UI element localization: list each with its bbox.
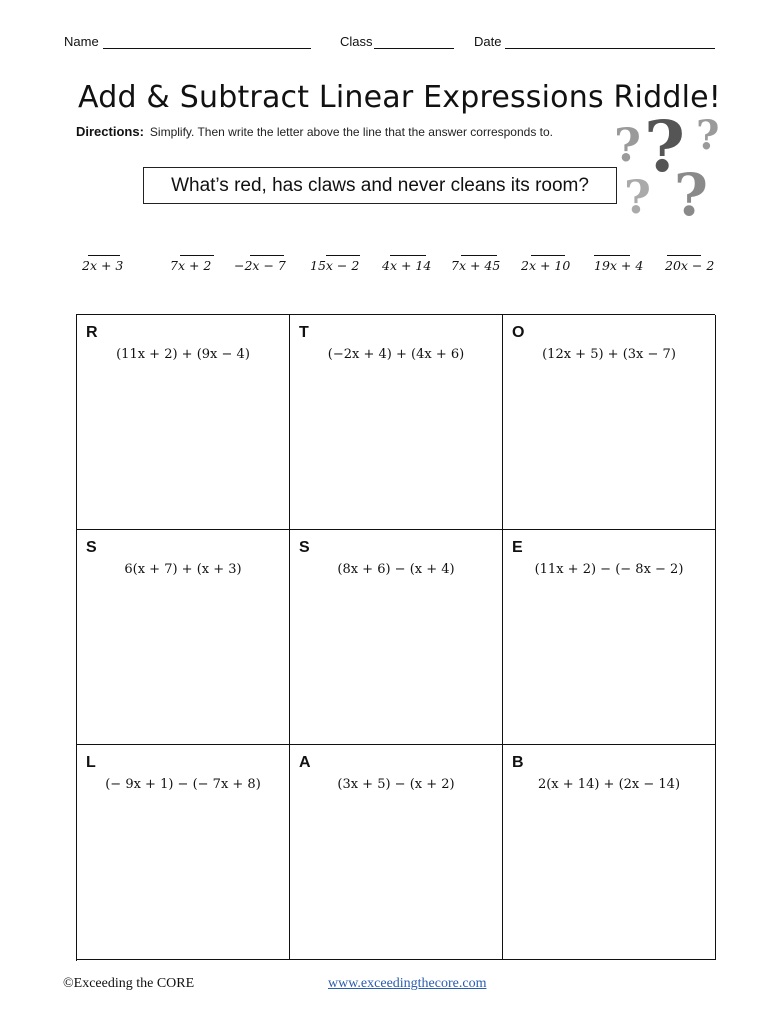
answer-choice[interactable]: 7x + 2 — [170, 258, 211, 273]
cell-letter: L — [86, 754, 96, 771]
problem-cell[interactable] — [290, 745, 503, 960]
directions-text: Simplify. Then write the letter above the line that the answer corresponds to. — [149, 125, 554, 139]
cell-letter: R — [86, 324, 98, 341]
answer-choice[interactable]: 19x + 4 — [594, 258, 643, 273]
problem-grid — [76, 314, 715, 961]
cell-expression: (12x + 5) + (3x − 7) — [542, 347, 676, 362]
cell-expression: (−2x + 4) + (4x + 6) — [327, 347, 465, 362]
answer-choice[interactable]: 15x − 2 — [310, 258, 359, 273]
cell-expression: (3x + 5) − (x + 2) — [337, 777, 455, 792]
problem-cell[interactable] — [77, 530, 290, 745]
footer-website-link[interactable]: www.exceedingthecore.com — [328, 976, 487, 991]
cell-expression: 6(x + 7) + (x + 3) — [124, 562, 242, 577]
answer-choice[interactable]: 4x + 14 — [382, 258, 431, 273]
problem-cell[interactable] — [290, 530, 503, 745]
cell-letter: A — [299, 754, 311, 771]
cell-letter: O — [512, 324, 525, 341]
cell-expression: (11x + 2) − (− 8x − 2) — [534, 562, 684, 577]
class-label: Class — [340, 34, 373, 49]
problem-cell[interactable] — [290, 315, 503, 530]
date-field[interactable] — [474, 34, 715, 49]
directions — [76, 124, 553, 139]
cell-expression: (− 9x + 1) − (− 7x + 8) — [105, 777, 261, 792]
class-field[interactable] — [340, 34, 454, 49]
problem-cell[interactable] — [503, 315, 716, 530]
name-line[interactable] — [103, 35, 311, 49]
date-label: Date — [474, 34, 502, 49]
cell-expression: 2(x + 14) + (2x − 14) — [537, 777, 681, 792]
name-field[interactable] — [64, 34, 311, 49]
cell-letter: T — [299, 324, 309, 341]
answer-choice[interactable]: 2x + 10 — [521, 258, 570, 273]
cell-letter: S — [86, 539, 97, 556]
name-label: Name — [64, 34, 99, 49]
directions-label: Directions: — [76, 124, 144, 139]
cell-letter: E — [512, 539, 523, 556]
riddle-box: What’s red, has claws and never cleans its room? — [143, 167, 617, 204]
problem-cell[interactable] — [503, 745, 716, 960]
worksheet-title: Add & Subtract Linear Expressions Riddle! — [78, 80, 721, 115]
cell-letter: S — [299, 539, 310, 556]
problem-cell[interactable] — [77, 315, 290, 530]
problem-cell[interactable] — [503, 530, 716, 745]
date-line[interactable] — [505, 35, 715, 49]
cell-expression: (8x + 6) − (x + 4) — [337, 562, 455, 577]
cell-letter: B — [512, 754, 524, 771]
question-marks-icon: ? ? ? ? ? — [614, 105, 720, 229]
answer-choice[interactable]: −2x − 7 — [234, 258, 286, 273]
class-line[interactable] — [374, 35, 454, 49]
problem-cell[interactable] — [77, 745, 290, 960]
answer-choice[interactable]: 7x + 45 — [451, 258, 500, 273]
cell-expression: (11x + 2) + (9x − 4) — [116, 347, 250, 362]
answer-choice[interactable]: 20x − 2 — [665, 258, 714, 273]
footer-copyright: ©Exceeding the CORE — [63, 976, 195, 991]
answer-choice[interactable]: 2x + 3 — [82, 258, 123, 273]
